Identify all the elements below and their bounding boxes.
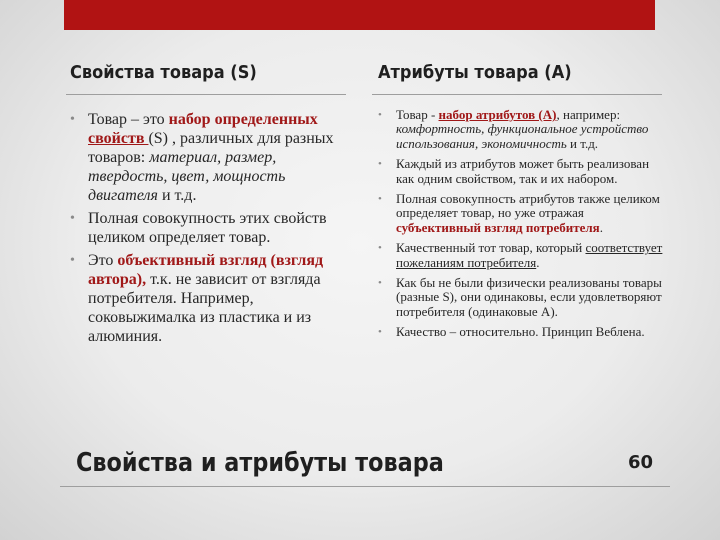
list-item bbox=[70, 110, 342, 205]
item-text: . bbox=[536, 254, 540, 270]
item-text: Каждый из атрибутов может быть реализован как одним свойством, так и их набором. bbox=[396, 156, 650, 186]
list-item bbox=[376, 241, 666, 270]
left-column-heading: Свойства товара (S) bbox=[70, 62, 257, 83]
top-accent-bar bbox=[64, 0, 655, 30]
item-text: Полная совокупность этих свойств целиком определяет товар. bbox=[88, 210, 327, 246]
item-italic: материал, размер, твердость, цвет, мощность двигателя bbox=[88, 149, 286, 204]
item-highlight-underlined: набор атрибутов (А) bbox=[438, 107, 557, 122]
slide-title: Свойства и атрибуты товара bbox=[76, 448, 444, 478]
footer-divider bbox=[60, 486, 670, 487]
item-text: т.к. не зависит от взгляда потребителя. Например, соковыжималка из пластика и из алюминия. bbox=[88, 271, 321, 345]
item-text: Полная совокупность атрибутов также целиком определяет товар, но уже отражая bbox=[396, 191, 660, 221]
page-number: 60 bbox=[628, 452, 654, 473]
list-item bbox=[70, 209, 342, 247]
item-text: Это bbox=[88, 252, 118, 269]
item-text: (S) , различных для разных товаров: bbox=[88, 130, 334, 166]
item-text: и т.д. bbox=[157, 187, 197, 204]
properties-list bbox=[70, 110, 342, 350]
item-text: , например: bbox=[556, 107, 621, 122]
item-text: Качество – относительно. Принцип Веблена. bbox=[396, 324, 645, 340]
item-highlight: набор определенных bbox=[168, 111, 318, 128]
item-highlight: субъективный взгляд потребителя bbox=[396, 219, 600, 235]
list-item bbox=[376, 192, 666, 235]
list-item bbox=[376, 108, 666, 151]
item-italic: комфортность, функциональное устройство использования, экономичность bbox=[396, 121, 649, 151]
right-heading-divider bbox=[372, 94, 662, 95]
attributes-list bbox=[376, 108, 666, 346]
right-column-heading: Атрибуты товара (А) bbox=[378, 62, 572, 83]
item-text: Качественный тот товар, который bbox=[396, 240, 586, 256]
item-text: Как бы не были физически реализованы товары (разные S), они одинаковы, если удовлетворяют потребителя (одинаковые А). bbox=[396, 275, 662, 319]
item-text: Товар – это bbox=[88, 111, 169, 128]
item-underlined: соответствует пожеланиям потребителя bbox=[396, 240, 663, 270]
item-text: и т.д. bbox=[566, 135, 599, 151]
list-item bbox=[376, 276, 666, 319]
left-heading-divider bbox=[66, 94, 346, 95]
item-highlight: объективный взгляд (взгляд автора), bbox=[88, 252, 324, 288]
list-item bbox=[70, 251, 342, 346]
list-item bbox=[376, 325, 666, 339]
list-item bbox=[376, 157, 666, 186]
item-text: Товар - bbox=[396, 107, 439, 122]
item-highlight-underlined: свойств bbox=[88, 130, 149, 147]
item-text: . bbox=[599, 219, 603, 235]
